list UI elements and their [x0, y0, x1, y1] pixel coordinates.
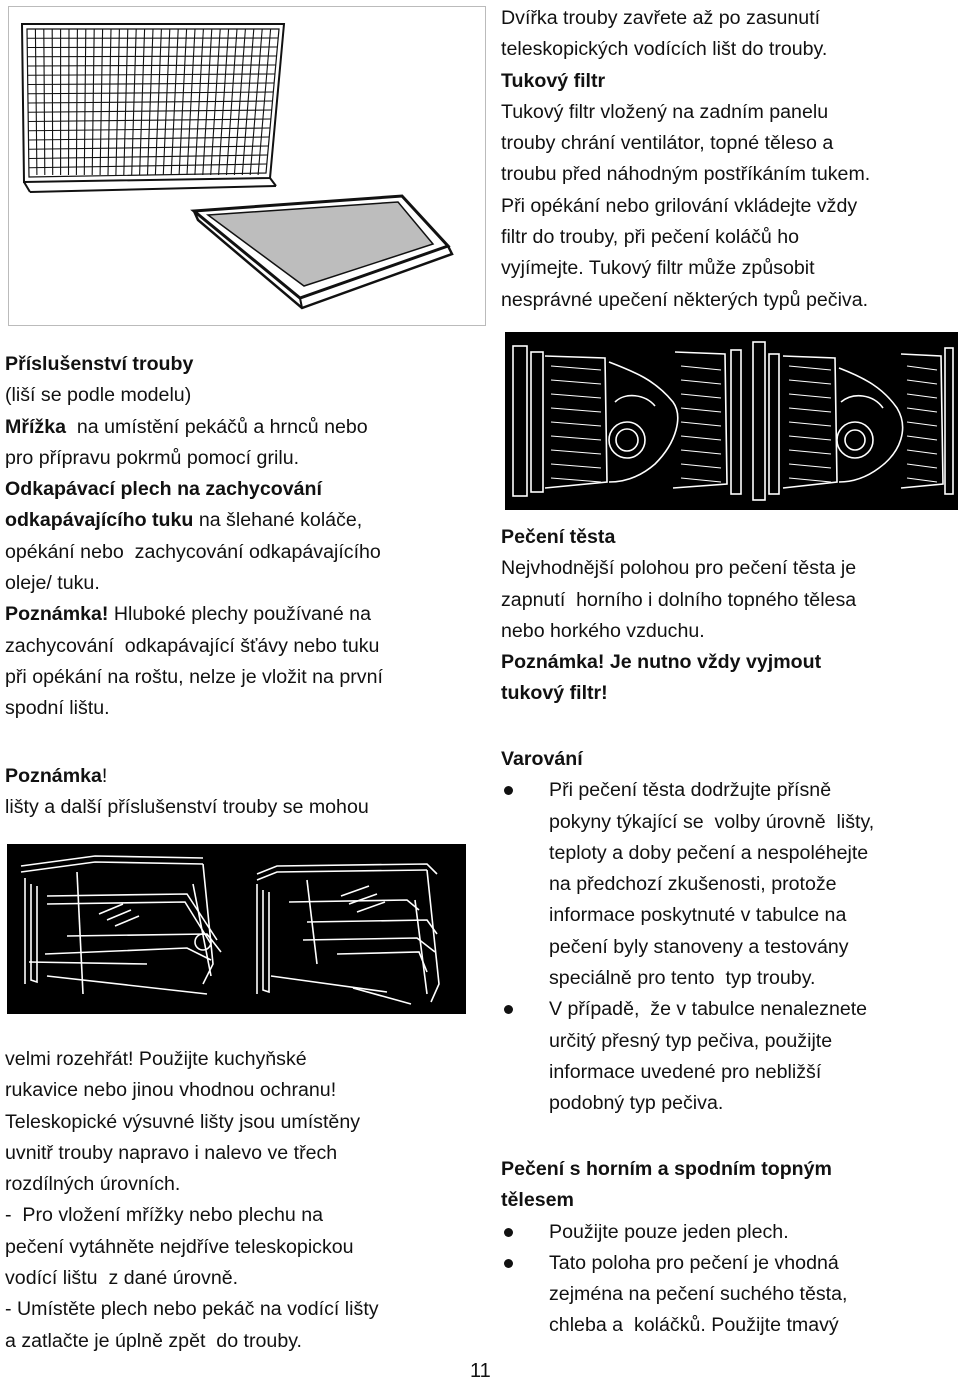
accessories-section: [5, 349, 383, 725]
grid-and-tray-illustration: [8, 6, 486, 326]
bullet-icon: [504, 786, 513, 795]
telescopic-rails-illustration: [7, 844, 466, 1014]
text-line: zachycování odkapávající šťávy nebo tuku: [5, 634, 380, 657]
text-line: nebo horkého vzduchu.: [501, 619, 705, 642]
text-line: Dvířka trouby zavřete až po zasunutí: [501, 7, 821, 29]
text-line: Při opékání nebo grilování vkládejte vždy: [501, 194, 858, 217]
text-line: pečení byly stanoveny a testovány: [549, 935, 849, 958]
heat-list: [501, 1217, 956, 1342]
text-line: [5, 412, 383, 443]
text-line: Tato poloha pro pečení je vhodná: [549, 1251, 839, 1274]
text-line: při opékání na roštu, nelze je vložit na první: [5, 665, 383, 688]
bullet-icon: [504, 1005, 513, 1014]
text-line: teleskopických vodících lišt do trouby.: [501, 38, 828, 61]
pastry-note: tukový filtr!: [501, 682, 608, 705]
pastry-heading: Pečení těsta: [501, 526, 616, 548]
text-line: oleje/ tuku.: [5, 572, 100, 595]
bullet-icon: [504, 1259, 513, 1268]
text-line: teploty a doby pečení a nespoléhejte: [549, 841, 869, 864]
list-item: [501, 1217, 956, 1248]
oven-door-note: [501, 3, 870, 316]
text-line: - Pro vložení mřížky nebo plechu na: [5, 1204, 324, 1227]
text-line: vyjímejte. Tukový filtr může způsobit: [501, 257, 815, 280]
pastry-note: Poznámka! Je nutno vždy vyjmout: [501, 651, 822, 674]
note-section: [5, 761, 369, 824]
text-line: rukavice nebo jinou vhodnou ochranu!: [5, 1079, 337, 1102]
drip-text: na šlehané koláče,: [193, 509, 363, 532]
text-line: filtr do trouby, při pečení koláčů ho: [501, 226, 800, 249]
note-text: Hluboké plechy používané na: [108, 603, 371, 626]
text-line: lišty a další příslušenství trouby se mohou: [5, 796, 369, 819]
page-number: 11: [470, 1360, 491, 1382]
text-line: spodní lištu.: [5, 697, 110, 720]
text-line: informace poskytnuté v tabulce na: [549, 904, 847, 927]
text-line: [5, 505, 383, 536]
text-line: Tukový filtr vložený na zadním panelu: [501, 100, 829, 123]
note-label: Poznámka!: [5, 603, 109, 626]
text-line: pokyny týkající se volby úrovně lišty,: [549, 810, 875, 833]
note-label: Poznámka: [5, 765, 102, 787]
list-item: [501, 994, 956, 1119]
section-heading: Pečení s horním a spodním topným: [501, 1158, 832, 1180]
warning-section: [501, 744, 956, 1120]
text-line: Použijte pouze jeden plech.: [549, 1220, 789, 1243]
accessories-heading: Příslušenství trouby: [5, 353, 194, 375]
text-line: [5, 761, 369, 792]
text-line: zejména na pečení suchého těsta,: [549, 1283, 848, 1306]
text-line: Teleskopické výsuvné lišty jsou umístěny: [5, 1110, 361, 1133]
text-line: troubu před náhodným postříkáním tukem.: [501, 163, 871, 186]
text-line: nesprávné upečení některých typů pečiva.: [501, 288, 869, 311]
section-heading: tělesem: [501, 1189, 574, 1212]
text-line: rozdílných úrovních.: [5, 1173, 181, 1196]
accessories-subheading: (liší se podle modelu): [5, 384, 192, 407]
text-line: V případě, že v tabulce nenaleznete: [549, 998, 868, 1021]
fat-filter-illustration: [505, 332, 958, 510]
pastry-baking-section: [501, 522, 856, 710]
text-line: - Umístěte plech nebo pekáč na vodící lišty: [5, 1298, 379, 1321]
text-line: a zatlačte je úplně zpět do trouby.: [5, 1329, 302, 1352]
text-line: [5, 599, 383, 630]
grid-text: na umístění pekáčů a hrnců nebo: [65, 415, 368, 438]
text-line: určitý přesný typ pečiva, použijte: [549, 1029, 833, 1052]
top-bottom-heat-section: [501, 1154, 956, 1342]
warning-heading: Varování: [501, 748, 583, 770]
text-line: zapnutí horního i dolního topného tělesa: [501, 588, 857, 611]
text-line: speciálně pro tento typ trouby.: [549, 967, 816, 990]
text-line: pečení vytáhněte nejdříve teleskopickou: [5, 1235, 354, 1258]
list-item: [501, 1248, 956, 1342]
drip-tray-term: Odkapávací plech na zachycování: [5, 478, 322, 501]
telescopic-rails-section: [5, 1044, 379, 1357]
text-line: Při pečení těsta dodržujte přísně: [549, 779, 832, 802]
bullet-icon: [504, 1228, 513, 1237]
drip-tray-term: odkapávajícího tuku: [5, 509, 194, 532]
text-line: vodící lištu z dané úrovně.: [5, 1267, 239, 1290]
text-line: informace uvedené pro nebližší: [549, 1060, 822, 1083]
text-line: Nejvhodnější polohou pro pečení těsta je: [501, 557, 857, 580]
fat-filter-heading: Tukový filtr: [501, 69, 606, 92]
text-line: na předchozí zkušenosti, protože: [549, 873, 837, 896]
note-excl: !: [101, 765, 108, 787]
list-item: [501, 775, 956, 994]
grid-term: Mřížka: [5, 415, 66, 438]
text-line: uvnitř trouby napravo i nalevo ve třech: [5, 1141, 338, 1164]
text-line: pro přípravu pokrmů pomocí grilu.: [5, 446, 300, 469]
warning-list: [501, 775, 956, 1119]
text-line: trouby chrání ventilátor, topné těleso a: [501, 132, 834, 155]
text-line: opékání nebo zachycování odkapávajícího: [5, 540, 381, 563]
text-line: chleba a koláčků. Použijte tmavý: [549, 1314, 839, 1337]
text-line: podobný typ pečiva.: [549, 1092, 724, 1115]
text-line: velmi rozehřát! Použijte kuchyňské: [5, 1048, 307, 1070]
